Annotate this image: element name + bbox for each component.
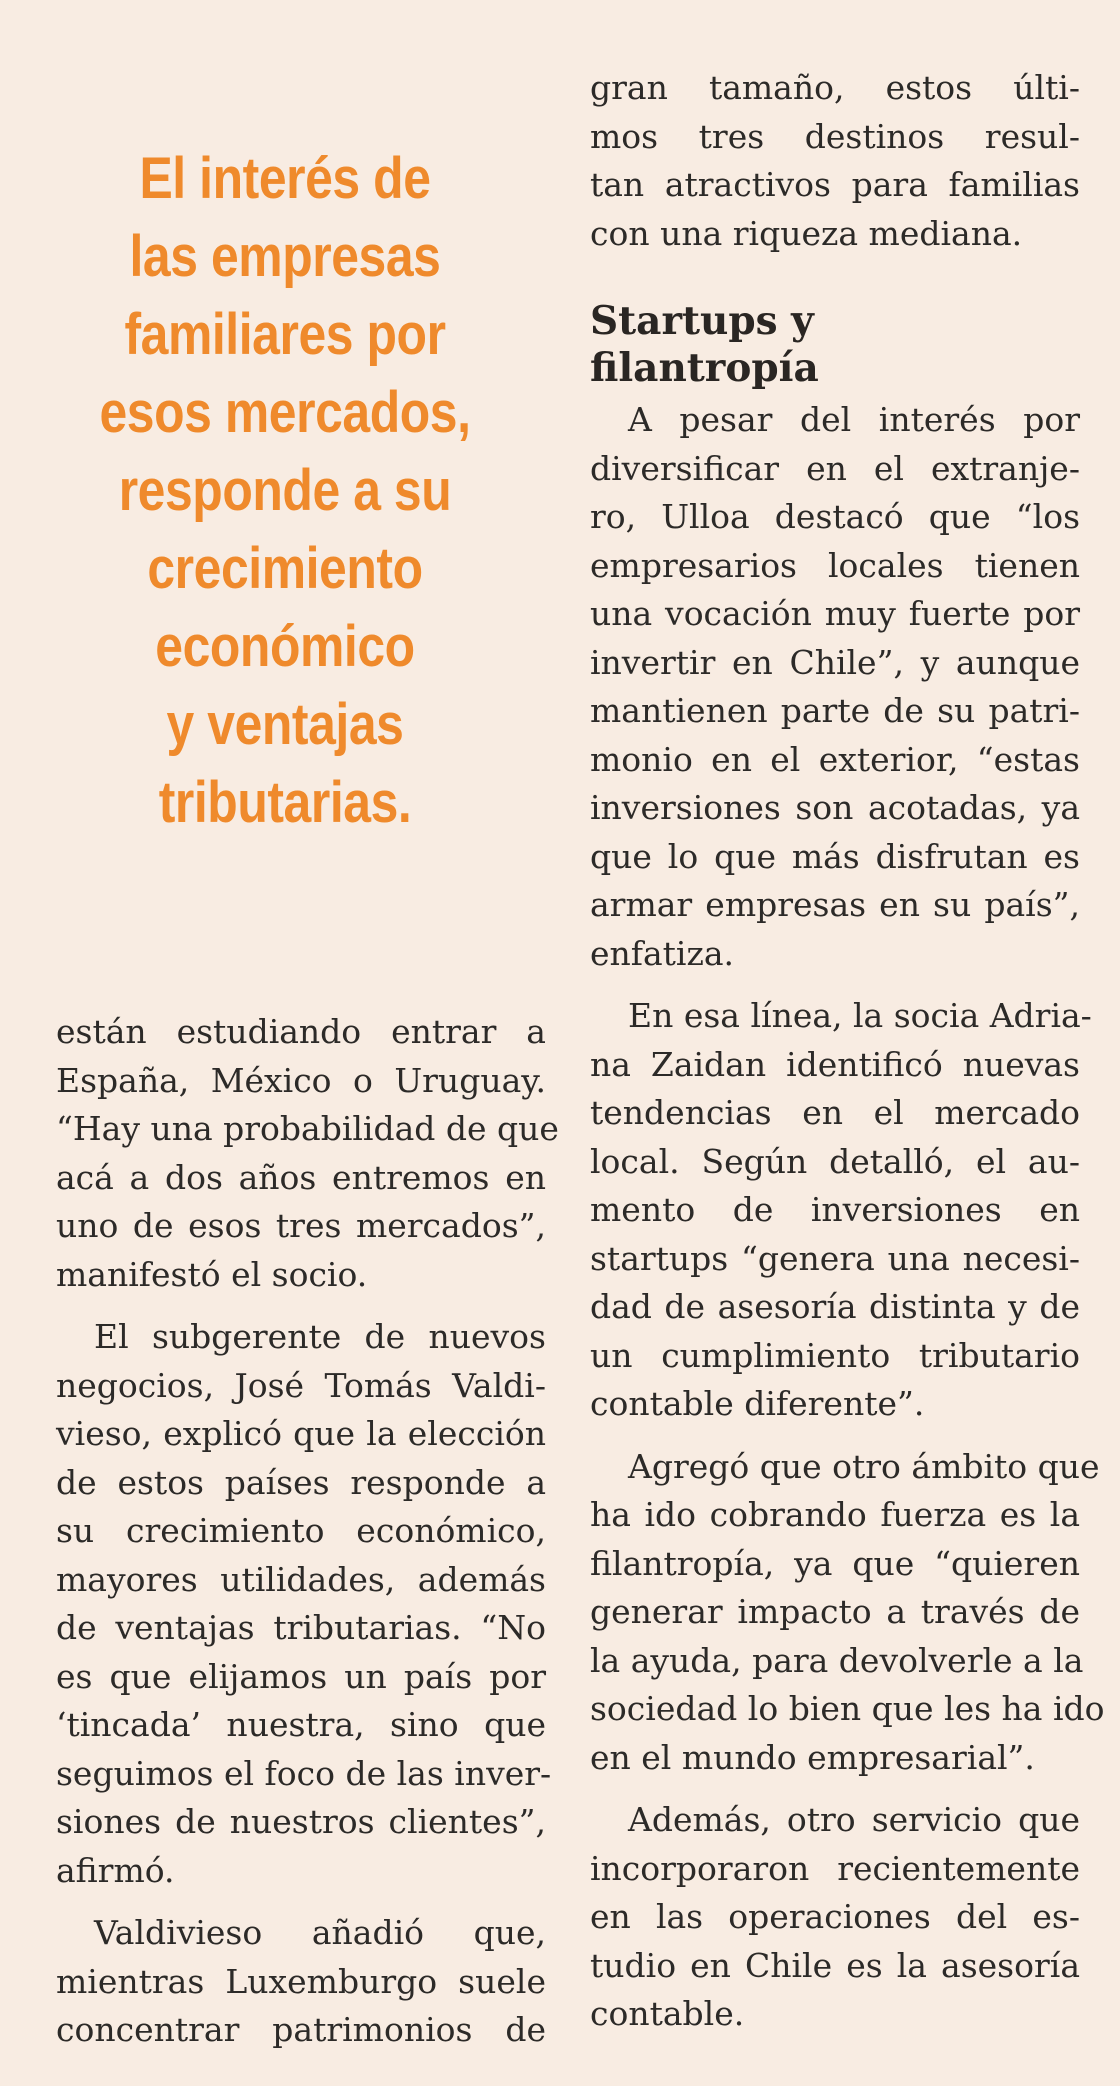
text-line: contable. (590, 1994, 745, 2033)
text-line: Además, otro servicio que (628, 1800, 1080, 1839)
paragraph (56, 1008, 559, 1299)
text-line: filantropía, ya que “quieren (590, 1543, 1080, 1583)
text-line: local. Según detalló, el au- (590, 1141, 1080, 1181)
text-line: en las operaciones del es- (590, 1897, 1080, 1936)
pull-quote-line: crecimiento (147, 536, 423, 601)
pull-quote-line: responde a su (118, 458, 452, 523)
text-line: generar impacto a través de (590, 1592, 1080, 1631)
pull-quote-line: esos mercados, (99, 380, 471, 445)
pull-quote-line: las empresas (129, 224, 441, 289)
text-line: ‘tincada’ nuestra, sino que (56, 1705, 546, 1744)
text-line: están estudiando entrar a (56, 1012, 546, 1051)
paragraph (590, 1443, 1105, 1783)
text-line: en el mundo empresarial”. (590, 1737, 1035, 1777)
text-line: manifestó el socio. (56, 1254, 368, 1294)
paragraph (590, 396, 1080, 978)
right-column (590, 64, 1105, 2053)
left-column (56, 1008, 559, 2069)
text-line: Agregó que otro ámbito que (628, 1446, 1100, 1486)
text-line: mayores utilidades, además (56, 1559, 546, 1599)
text-line: afirmó. (56, 1850, 175, 1890)
text-line: empresarios locales tienen (590, 545, 1080, 585)
text-line: tan atractivos para familias (590, 165, 1080, 204)
text-line: uno de esos tres mercados”, (56, 1206, 546, 1245)
text-line: contable diferente”. (590, 1384, 925, 1423)
text-line: negocios, José Tomás Valdi- (56, 1365, 546, 1405)
text-line: ha ido cobrando fuerza es la (590, 1495, 1080, 1534)
text-line: monio en el exterior, “estas (590, 739, 1080, 779)
paragraph (590, 64, 1080, 258)
text-line: que lo que más disfrutan es (590, 836, 1080, 876)
text-line: siones de nuestros clientes”, (56, 1802, 546, 1841)
text-line: concentrar patrimonios de (56, 2010, 546, 2049)
text-line: gran tamaño, estos últi- (590, 68, 1080, 107)
text-line: tendencias en el mercado (590, 1093, 1080, 1132)
text-line: de ventajas tributarias. “No (56, 1608, 546, 1647)
text-line: de estos países responde a (56, 1462, 546, 1502)
pull-quote (92, 140, 479, 842)
subheading-line: filantropía (590, 345, 819, 391)
text-line: la ayuda, para devolverle a la (590, 1640, 1084, 1680)
paragraph (590, 992, 1092, 1429)
text-line: es que elijamos un país por (56, 1656, 546, 1696)
paragraph (590, 1796, 1080, 2039)
pull-quote-line: económico (155, 614, 415, 679)
text-line: diversificar en el extranje- (590, 448, 1080, 488)
text-line: incorporaron recientemente (590, 1848, 1080, 1888)
text-line: dad de asesoría distinta y de (590, 1287, 1080, 1326)
text-line: con una riqueza mediana. (590, 213, 1023, 253)
subheading-line: Startups y (590, 298, 814, 344)
text-line: En esa línea, la socia Adria- (628, 996, 1092, 1035)
text-line: una vocación muy fuerte por (590, 594, 1080, 633)
text-line: ro, Ulloa destacó que “los (590, 497, 1080, 536)
text-line: acá a dos años entremos en (56, 1157, 546, 1197)
text-line: El subgerente de nuevos (94, 1317, 546, 1356)
text-line: mantienen parte de su patri- (590, 691, 1080, 730)
text-line: tudio en Chile es la asesoría (590, 1945, 1080, 1985)
text-line: sociedad lo bien que les ha ido (590, 1689, 1105, 1728)
text-line: startups “genera una necesi- (590, 1238, 1080, 1278)
text-line: un cumplimiento tributario (590, 1335, 1080, 1375)
text-line: vieso, explicó que la elección (56, 1414, 546, 1453)
paragraph (56, 1313, 552, 1895)
text-line: su crecimiento económico, (56, 1511, 546, 1550)
text-line: armar empresas en su país”, (590, 885, 1080, 924)
section-subheading (590, 298, 1080, 392)
text-line: seguimos el foco de las inver- (56, 1753, 552, 1793)
text-line: mos tres destinos resul- (590, 116, 1080, 156)
text-line: invertir en Chile”, y aunque (590, 642, 1080, 682)
text-line: “Hay una probabilidad de que (56, 1109, 559, 1148)
text-line: A pesar del interés por (628, 400, 1080, 439)
text-line: Valdivieso añadió que, (94, 1913, 546, 1952)
pull-quote-line: familiares por (124, 302, 446, 367)
pull-quote-line: El interés de (139, 146, 431, 211)
text-line: enfatiza. (590, 933, 735, 973)
text-line: mento de inversiones en (590, 1190, 1080, 1229)
text-line: na Zaidan identificó nuevas (590, 1044, 1080, 1084)
text-line: mientras Luxemburgo suele (56, 1961, 546, 2001)
pull-quote-line: y ventajas (166, 692, 404, 757)
text-line: España, México o Uruguay. (56, 1060, 546, 1100)
pull-quote-line: tributarias. (158, 770, 412, 835)
text-line: inversiones son acotadas, ya (590, 788, 1080, 827)
paragraph (56, 1909, 546, 2055)
